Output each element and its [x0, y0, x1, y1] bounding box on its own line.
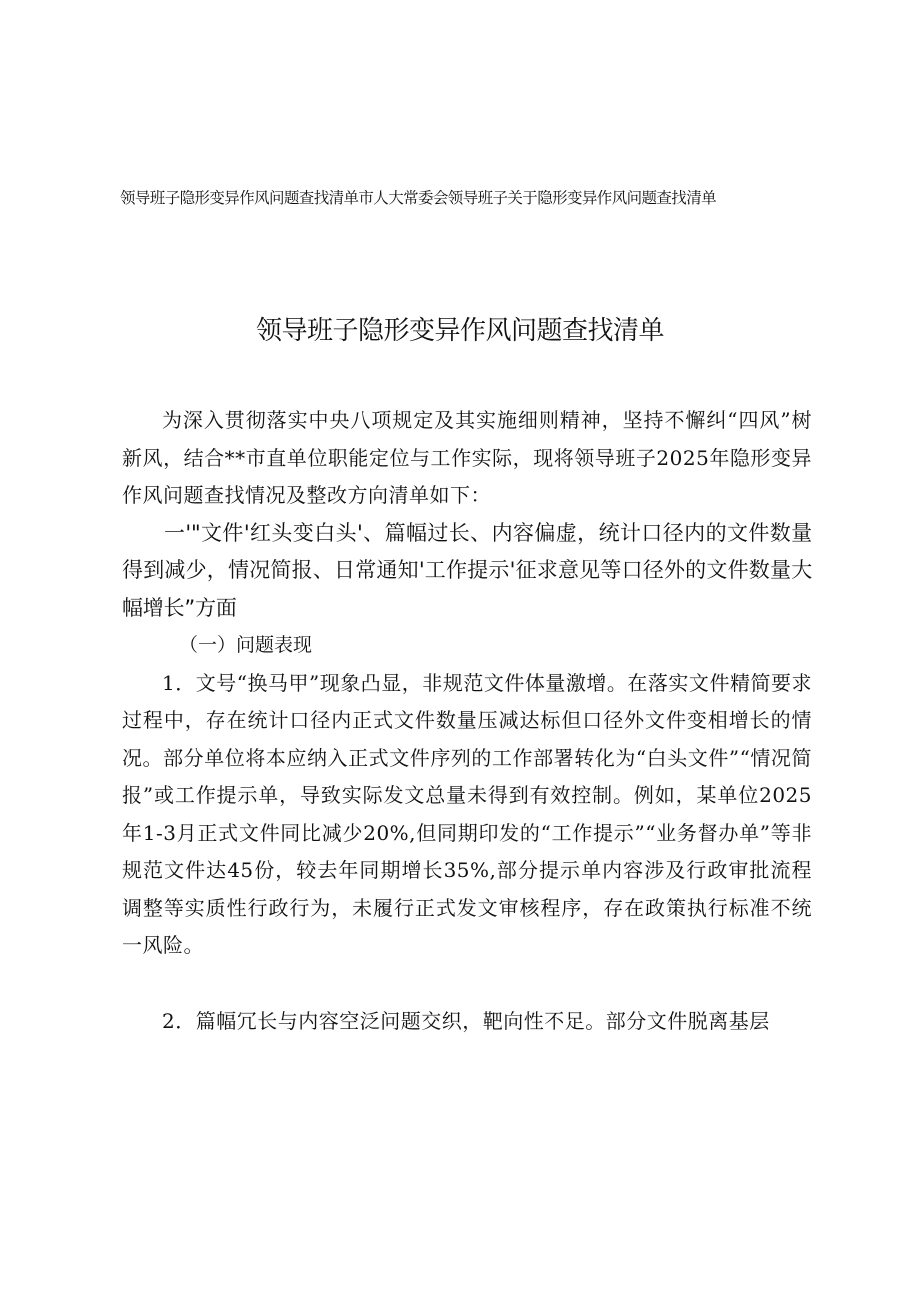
intro-paragraph: 为深入贯彻落实中央八项规定及其实施细则精神，坚持不懈纠“四风”树新风，结合**市直单位职能定位与工作实际，现将领导班子2025年隐形变异作风问题查找情况及整改方向清单如下：	[122, 408, 812, 507]
paragraph-gap	[122, 965, 812, 1003]
subsection-heading-problems: （一）问题表现	[179, 634, 313, 656]
document-body	[122, 402, 812, 1040]
header-line: 领导班子隐形变异作风问题查找清单市人大常委会领导班子关于隐形变异作风问题查找清单	[120, 189, 717, 207]
section-heading-1: 一'"文件'红头变白头'、篇幅过长、内容偏虚，统计口径内的文件数量得到减少，情况简报、日常通知'工作提示'征求意见等口径外的文件数量大幅增长”方面	[122, 520, 812, 620]
problem-item-2: 2．篇幅冗长与内容空泛问题交织，靶向性不足。部分文件脱离基层	[162, 1008, 770, 1033]
document-title: 领导班子隐形变异作风问题查找清单	[255, 316, 664, 346]
problem-item-1: 1．文号“换马甲”现象凸显，非规范文件体量激增。在落实文件精简要求过程中，存在统计口径内正式文件数量压减达标但口径外文件变相增长的情况。部分单位将本应纳入正式文件序列的工作部署转化为“白头文件”“情况简报”或工作提示单，导致实际发文总量未得到有效控制。例如，某单位2025年1-3月正式文件同比减少20%,但同期印发的“工作提示”“业务督办单”等非规范文件达45份，较去年同期增长35%,部分提示单内容涉及行政审批流程调整等实质性行政行为，未履行正式发文审核程序，存在政策执行标准不统一风险。	[122, 670, 812, 957]
